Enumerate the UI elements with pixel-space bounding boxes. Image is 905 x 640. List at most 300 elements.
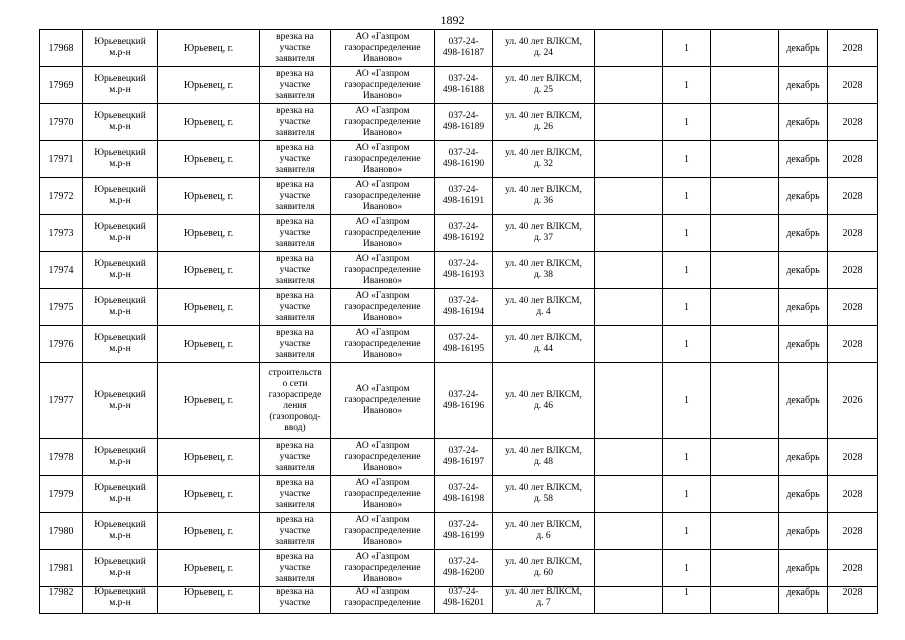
work-type-cell: [260, 67, 331, 104]
district-cell: [83, 550, 158, 587]
work-type-cell-text: врезка на участке заявителя: [275, 477, 315, 510]
blank-cell: [595, 289, 663, 326]
quantity-cell: [663, 67, 711, 104]
city-cell: [158, 439, 260, 476]
blank-cell: [595, 30, 663, 67]
address-cell-text: ул. 40 лет ВЛКСМ, д. 37: [505, 222, 582, 243]
city-cell: [158, 215, 260, 252]
district-cell: [83, 289, 158, 326]
row-number-cell-text: 17981: [48, 562, 74, 574]
request-code-cell-text: 037-24- 498-16189: [442, 111, 485, 132]
year-cell-text: 2028: [842, 264, 863, 276]
address-cell: [493, 252, 595, 289]
year-cell: [828, 289, 878, 326]
district-cell: [83, 141, 158, 178]
row-number-cell: [40, 289, 83, 326]
address-cell-text: ул. 40 лет ВЛКСМ, д. 24: [505, 37, 582, 58]
address-cell-text: ул. 40 лет ВЛКСМ, д. 4: [505, 296, 582, 317]
city-cell-text: Юрьевец, г.: [183, 42, 234, 54]
blank-cell: [595, 513, 663, 550]
work-type-cell-text: врезка на участке заявителя: [275, 179, 315, 212]
month-cell: [779, 513, 828, 550]
year-cell-text: 2028: [842, 227, 863, 239]
month-cell-text: декабрь: [786, 264, 820, 276]
organization-cell: [331, 104, 435, 141]
blank-cell: [711, 104, 779, 141]
table-row: [40, 141, 878, 178]
table-row: [40, 215, 878, 252]
address-cell: [493, 289, 595, 326]
district-cell: [83, 30, 158, 67]
request-code-cell-text: 037-24- 498-16187: [442, 37, 485, 58]
quantity-cell-text: 1: [684, 227, 689, 239]
work-type-cell: [260, 476, 331, 513]
row-number-cell-text: 17975: [48, 301, 74, 313]
request-code-cell-text: 037-24- 498-16195: [442, 333, 485, 354]
year-cell-text: 2028: [842, 488, 863, 500]
blank-cell: [711, 513, 779, 550]
organization-cell-text: АО «Газпром газораспределение Иваново»: [344, 253, 421, 286]
quantity-cell-text: 1: [684, 395, 689, 406]
city-cell-text: Юрьевец, г.: [183, 190, 234, 202]
year-cell-text: 2028: [842, 190, 863, 202]
blank-cell: [595, 587, 663, 614]
request-code-cell-text: 037-24- 498-16198: [442, 483, 485, 504]
month-cell-text: декабрь: [786, 395, 820, 406]
table-row: [40, 476, 878, 513]
work-type-cell: [260, 550, 331, 587]
district-cell: [83, 252, 158, 289]
row-number-cell: [40, 215, 83, 252]
work-type-cell-text: врезка на участке заявителя: [275, 290, 315, 323]
district-cell-text: Юрьевецкий м.р-н: [94, 111, 146, 132]
month-cell-text: декабрь: [786, 153, 820, 165]
city-cell: [158, 289, 260, 326]
organization-cell: [331, 215, 435, 252]
address-cell-text: ул. 40 лет ВЛКСМ, д. 38: [505, 259, 582, 280]
row-number-cell-text: 17972: [48, 190, 74, 202]
district-cell-text: Юрьевецкий м.р-н: [94, 389, 146, 411]
address-cell-text: ул. 40 лет ВЛКСМ, д. 26: [505, 111, 582, 132]
quantity-cell-text: 1: [684, 451, 689, 463]
organization-cell-text: АО «Газпром газораспределение Иваново»: [344, 179, 421, 212]
year-cell-text: 2028: [842, 116, 863, 128]
quantity-cell: [663, 178, 711, 215]
month-cell: [779, 363, 828, 439]
row-number-cell: [40, 363, 83, 439]
request-code-cell-text: 037-24- 498-16190: [442, 148, 485, 169]
organization-cell-text: АО «Газпром газораспределение Иваново»: [344, 440, 421, 473]
request-code-cell-text: 037-24- 498-16201: [442, 587, 485, 608]
district-cell-text: Юрьевецкий м.р-н: [94, 520, 146, 541]
quantity-cell-text: 1: [684, 42, 689, 54]
city-cell-text: Юрьевец, г.: [183, 264, 234, 276]
quantity-cell-text: 1: [684, 562, 689, 574]
work-type-cell-text: врезка на участке заявителя: [275, 216, 315, 249]
city-cell-text: Юрьевец, г.: [183, 79, 234, 91]
year-cell: [828, 252, 878, 289]
row-number-cell-text: 17978: [48, 451, 74, 463]
address-cell: [493, 363, 595, 439]
quantity-cell: [663, 104, 711, 141]
request-code-cell-text: 037-24- 498-16199: [442, 520, 485, 541]
row-number-cell-text: 17968: [48, 42, 74, 54]
organization-cell: [331, 513, 435, 550]
table-row: [40, 439, 878, 476]
row-number-cell: [40, 67, 83, 104]
request-code-cell-text: 037-24- 498-16194: [442, 296, 485, 317]
request-code-cell: [435, 104, 493, 141]
table-row: [40, 587, 878, 614]
quantity-cell: [663, 215, 711, 252]
blank-cell: [711, 30, 779, 67]
request-code-cell: [435, 67, 493, 104]
address-cell: [493, 439, 595, 476]
address-cell-text: ул. 40 лет ВЛКСМ, д. 58: [505, 483, 582, 504]
city-cell-text: Юрьевец, г.: [183, 587, 234, 598]
year-cell: [828, 215, 878, 252]
blank-cell: [595, 476, 663, 513]
year-cell: [828, 104, 878, 141]
month-cell-text: декабрь: [786, 562, 820, 574]
organization-cell-text: АО «Газпром газораспределение Иваново»: [344, 68, 421, 101]
year-cell-text: 2028: [842, 587, 863, 598]
blank-cell: [595, 252, 663, 289]
organization-cell: [331, 178, 435, 215]
organization-cell: [331, 587, 435, 614]
district-cell: [83, 178, 158, 215]
request-code-cell-text: 037-24- 498-16192: [442, 222, 485, 243]
quantity-cell-text: 1: [684, 525, 689, 537]
quantity-cell-text: 1: [684, 116, 689, 128]
quantity-cell: [663, 326, 711, 363]
row-number-cell-text: 17973: [48, 227, 74, 239]
month-cell-text: декабрь: [786, 525, 820, 537]
request-code-cell-text: 037-24- 498-16197: [442, 446, 485, 467]
work-type-cell-text: строительств о сети газораспреде ления (газопровод- ввод): [268, 367, 322, 433]
row-number-cell: [40, 550, 83, 587]
address-cell: [493, 215, 595, 252]
work-type-cell-text: врезка на участке заявителя: [275, 68, 315, 101]
organization-cell: [331, 141, 435, 178]
row-number-cell: [40, 476, 83, 513]
district-cell-text: Юрьевецкий м.р-н: [94, 37, 146, 58]
request-code-cell-text: 037-24- 498-16188: [442, 74, 485, 95]
work-type-cell: [260, 215, 331, 252]
row-number-cell-text: 17982: [48, 587, 74, 598]
district-cell-text: Юрьевецкий м.р-н: [94, 74, 146, 95]
work-type-cell: [260, 252, 331, 289]
year-cell: [828, 587, 878, 614]
city-cell-text: Юрьевец, г.: [183, 562, 234, 574]
work-type-cell-text: врезка на участке заявителя: [275, 514, 315, 547]
district-cell: [83, 587, 158, 614]
blank-cell: [595, 439, 663, 476]
organization-cell: [331, 252, 435, 289]
blank-cell: [595, 326, 663, 363]
blank-cell: [595, 67, 663, 104]
district-cell-text: Юрьевецкий м.р-н: [94, 185, 146, 206]
row-number-cell: [40, 104, 83, 141]
work-type-cell: [260, 141, 331, 178]
month-cell: [779, 326, 828, 363]
table-row: [40, 252, 878, 289]
row-number-cell: [40, 513, 83, 550]
address-cell: [493, 550, 595, 587]
year-cell: [828, 30, 878, 67]
district-cell: [83, 363, 158, 439]
request-code-cell: [435, 439, 493, 476]
blank-cell: [595, 141, 663, 178]
organization-cell: [331, 67, 435, 104]
year-cell: [828, 476, 878, 513]
month-cell: [779, 252, 828, 289]
row-number-cell-text: 17970: [48, 116, 74, 128]
work-type-cell-text: врезка на участке заявителя: [275, 440, 315, 473]
district-cell: [83, 476, 158, 513]
request-code-cell: [435, 215, 493, 252]
city-cell-text: Юрьевец, г.: [183, 451, 234, 463]
registry-table: [39, 29, 878, 614]
request-code-cell-text: 037-24- 498-16200: [442, 557, 485, 578]
row-number-cell: [40, 30, 83, 67]
city-cell: [158, 178, 260, 215]
district-cell: [83, 439, 158, 476]
table-row: [40, 289, 878, 326]
city-cell: [158, 363, 260, 439]
work-type-cell-text: врезка на участке заявителя: [275, 31, 315, 64]
city-cell-text: Юрьевец, г.: [183, 338, 234, 350]
year-cell-text: 2028: [842, 338, 863, 350]
organization-cell-text: АО «Газпром газораспределение Иваново»: [344, 142, 421, 175]
month-cell-text: декабрь: [786, 227, 820, 239]
month-cell-text: декабрь: [786, 116, 820, 128]
request-code-cell: [435, 550, 493, 587]
address-cell: [493, 326, 595, 363]
quantity-cell: [663, 289, 711, 326]
year-cell-text: 2028: [842, 451, 863, 463]
organization-cell-text: АО «Газпром газораспределение Иваново»: [344, 477, 421, 510]
blank-cell: [711, 289, 779, 326]
city-cell: [158, 550, 260, 587]
work-type-cell: [260, 513, 331, 550]
month-cell: [779, 104, 828, 141]
month-cell: [779, 30, 828, 67]
city-cell-text: Юрьевец, г.: [183, 227, 234, 239]
city-cell-text: Юрьевец, г.: [183, 525, 234, 537]
city-cell: [158, 476, 260, 513]
organization-cell: [331, 363, 435, 439]
address-cell-text: ул. 40 лет ВЛКСМ, д. 60: [505, 557, 582, 578]
address-cell-text: ул. 40 лет ВЛКСМ, д. 6: [505, 520, 582, 541]
address-cell-text: ул. 40 лет ВЛКСМ, д. 48: [505, 446, 582, 467]
quantity-cell-text: 1: [684, 488, 689, 500]
address-cell-text: ул. 40 лет ВЛКСМ, д. 7: [505, 587, 582, 608]
address-cell: [493, 104, 595, 141]
organization-cell-text: АО «Газпром газораспределение Иваново»: [344, 514, 421, 547]
table-row: [40, 67, 878, 104]
table-row: [40, 326, 878, 363]
request-code-cell: [435, 476, 493, 513]
address-cell: [493, 178, 595, 215]
row-number-cell: [40, 141, 83, 178]
quantity-cell: [663, 141, 711, 178]
row-number-cell: [40, 252, 83, 289]
year-cell: [828, 67, 878, 104]
blank-cell: [595, 550, 663, 587]
month-cell-text: декабрь: [786, 451, 820, 463]
quantity-cell-text: 1: [684, 338, 689, 350]
year-cell: [828, 141, 878, 178]
request-code-cell: [435, 30, 493, 67]
request-code-cell: [435, 289, 493, 326]
table-row: [40, 363, 878, 439]
request-code-cell: [435, 178, 493, 215]
city-cell-text: Юрьевец, г.: [183, 301, 234, 313]
year-cell-text: 2028: [842, 42, 863, 54]
organization-cell-text: АО «Газпром газораспределение: [344, 587, 421, 608]
work-type-cell-text: врезка на участке заявителя: [275, 551, 315, 584]
organization-cell-text: АО «Газпром газораспределение Иваново»: [344, 216, 421, 249]
blank-cell: [595, 178, 663, 215]
organization-cell: [331, 326, 435, 363]
year-cell: [828, 513, 878, 550]
work-type-cell: [260, 289, 331, 326]
blank-cell: [711, 476, 779, 513]
address-cell: [493, 513, 595, 550]
organization-cell-text: АО «Газпром газораспределение Иваново»: [344, 105, 421, 138]
year-cell: [828, 326, 878, 363]
row-number-cell-text: 17980: [48, 525, 74, 537]
quantity-cell: [663, 252, 711, 289]
row-number-cell-text: 17979: [48, 488, 74, 500]
district-cell-text: Юрьевецкий м.р-н: [94, 333, 146, 354]
year-cell: [828, 439, 878, 476]
blank-cell: [711, 67, 779, 104]
month-cell: [779, 587, 828, 614]
work-type-cell-text: врезка на участке заявителя: [275, 327, 315, 360]
blank-cell: [711, 178, 779, 215]
month-cell-text: декабрь: [786, 338, 820, 350]
quantity-cell: [663, 439, 711, 476]
month-cell-text: декабрь: [786, 190, 820, 202]
district-cell: [83, 104, 158, 141]
month-cell: [779, 178, 828, 215]
organization-cell: [331, 439, 435, 476]
month-cell-text: декабрь: [786, 587, 820, 598]
year-cell-text: 2028: [842, 153, 863, 165]
district-cell: [83, 513, 158, 550]
blank-cell: [711, 141, 779, 178]
address-cell: [493, 476, 595, 513]
city-cell: [158, 67, 260, 104]
blank-cell: [711, 252, 779, 289]
request-code-cell: [435, 141, 493, 178]
request-code-cell: [435, 363, 493, 439]
work-type-cell: [260, 326, 331, 363]
blank-cell: [711, 550, 779, 587]
city-cell: [158, 513, 260, 550]
organization-cell-text: АО «Газпром газораспределение Иваново»: [344, 384, 421, 416]
city-cell: [158, 30, 260, 67]
city-cell-text: Юрьевец, г.: [183, 116, 234, 128]
row-number-cell: [40, 439, 83, 476]
city-cell: [158, 104, 260, 141]
district-cell: [83, 67, 158, 104]
table-row: [40, 104, 878, 141]
city-cell-text: Юрьевец, г.: [183, 488, 234, 500]
city-cell-text: Юрьевец, г.: [183, 153, 234, 165]
year-cell: [828, 178, 878, 215]
blank-cell: [595, 363, 663, 439]
month-cell-text: декабрь: [786, 488, 820, 500]
address-cell: [493, 141, 595, 178]
organization-cell: [331, 30, 435, 67]
organization-cell-text: АО «Газпром газораспределение Иваново»: [344, 31, 421, 64]
address-cell: [493, 587, 595, 614]
month-cell-text: декабрь: [786, 42, 820, 54]
year-cell-text: 2026: [842, 395, 863, 406]
address-cell-text: ул. 40 лет ВЛКСМ, д. 46: [505, 389, 582, 411]
work-type-cell: [260, 178, 331, 215]
page-number: 1892: [440, 13, 465, 27]
quantity-cell: [663, 476, 711, 513]
work-type-cell: [260, 104, 331, 141]
city-cell-text: Юрьевец, г.: [183, 395, 234, 406]
row-number-cell: [40, 326, 83, 363]
quantity-cell: [663, 587, 711, 614]
district-cell-text: Юрьевецкий м.р-н: [94, 148, 146, 169]
request-code-cell: [435, 513, 493, 550]
blank-cell: [595, 104, 663, 141]
quantity-cell: [663, 30, 711, 67]
year-cell: [828, 363, 878, 439]
address-cell-text: ул. 40 лет ВЛКСМ, д. 44: [505, 333, 582, 354]
work-type-cell: [260, 30, 331, 67]
organization-cell-text: АО «Газпром газораспределение Иваново»: [344, 290, 421, 323]
row-number-cell-text: 17971: [48, 153, 74, 165]
table-row: [40, 30, 878, 67]
blank-cell: [711, 439, 779, 476]
organization-cell-text: АО «Газпром газораспределение Иваново»: [344, 551, 421, 584]
table-row: [40, 513, 878, 550]
city-cell: [158, 141, 260, 178]
quantity-cell-text: 1: [684, 587, 689, 598]
row-number-cell-text: 17976: [48, 338, 74, 350]
blank-cell: [711, 363, 779, 439]
blank-cell: [595, 215, 663, 252]
quantity-cell-text: 1: [684, 190, 689, 202]
request-code-cell: [435, 587, 493, 614]
quantity-cell-text: 1: [684, 153, 689, 165]
registry-table-body: [40, 30, 878, 614]
month-cell-text: декабрь: [786, 79, 820, 91]
month-cell: [779, 476, 828, 513]
organization-cell: [331, 289, 435, 326]
city-cell: [158, 252, 260, 289]
request-code-cell-text: 037-24- 498-16196: [442, 389, 485, 411]
quantity-cell-text: 1: [684, 79, 689, 91]
quantity-cell: [663, 550, 711, 587]
quantity-cell: [663, 363, 711, 439]
district-cell-text: Юрьевецкий м.р-н: [94, 587, 146, 608]
work-type-cell-text: врезка на участке заявителя: [275, 142, 315, 175]
table-row: [40, 178, 878, 215]
month-cell: [779, 550, 828, 587]
month-cell: [779, 289, 828, 326]
work-type-cell: [260, 439, 331, 476]
work-type-cell-text: врезка на участке: [276, 587, 314, 608]
